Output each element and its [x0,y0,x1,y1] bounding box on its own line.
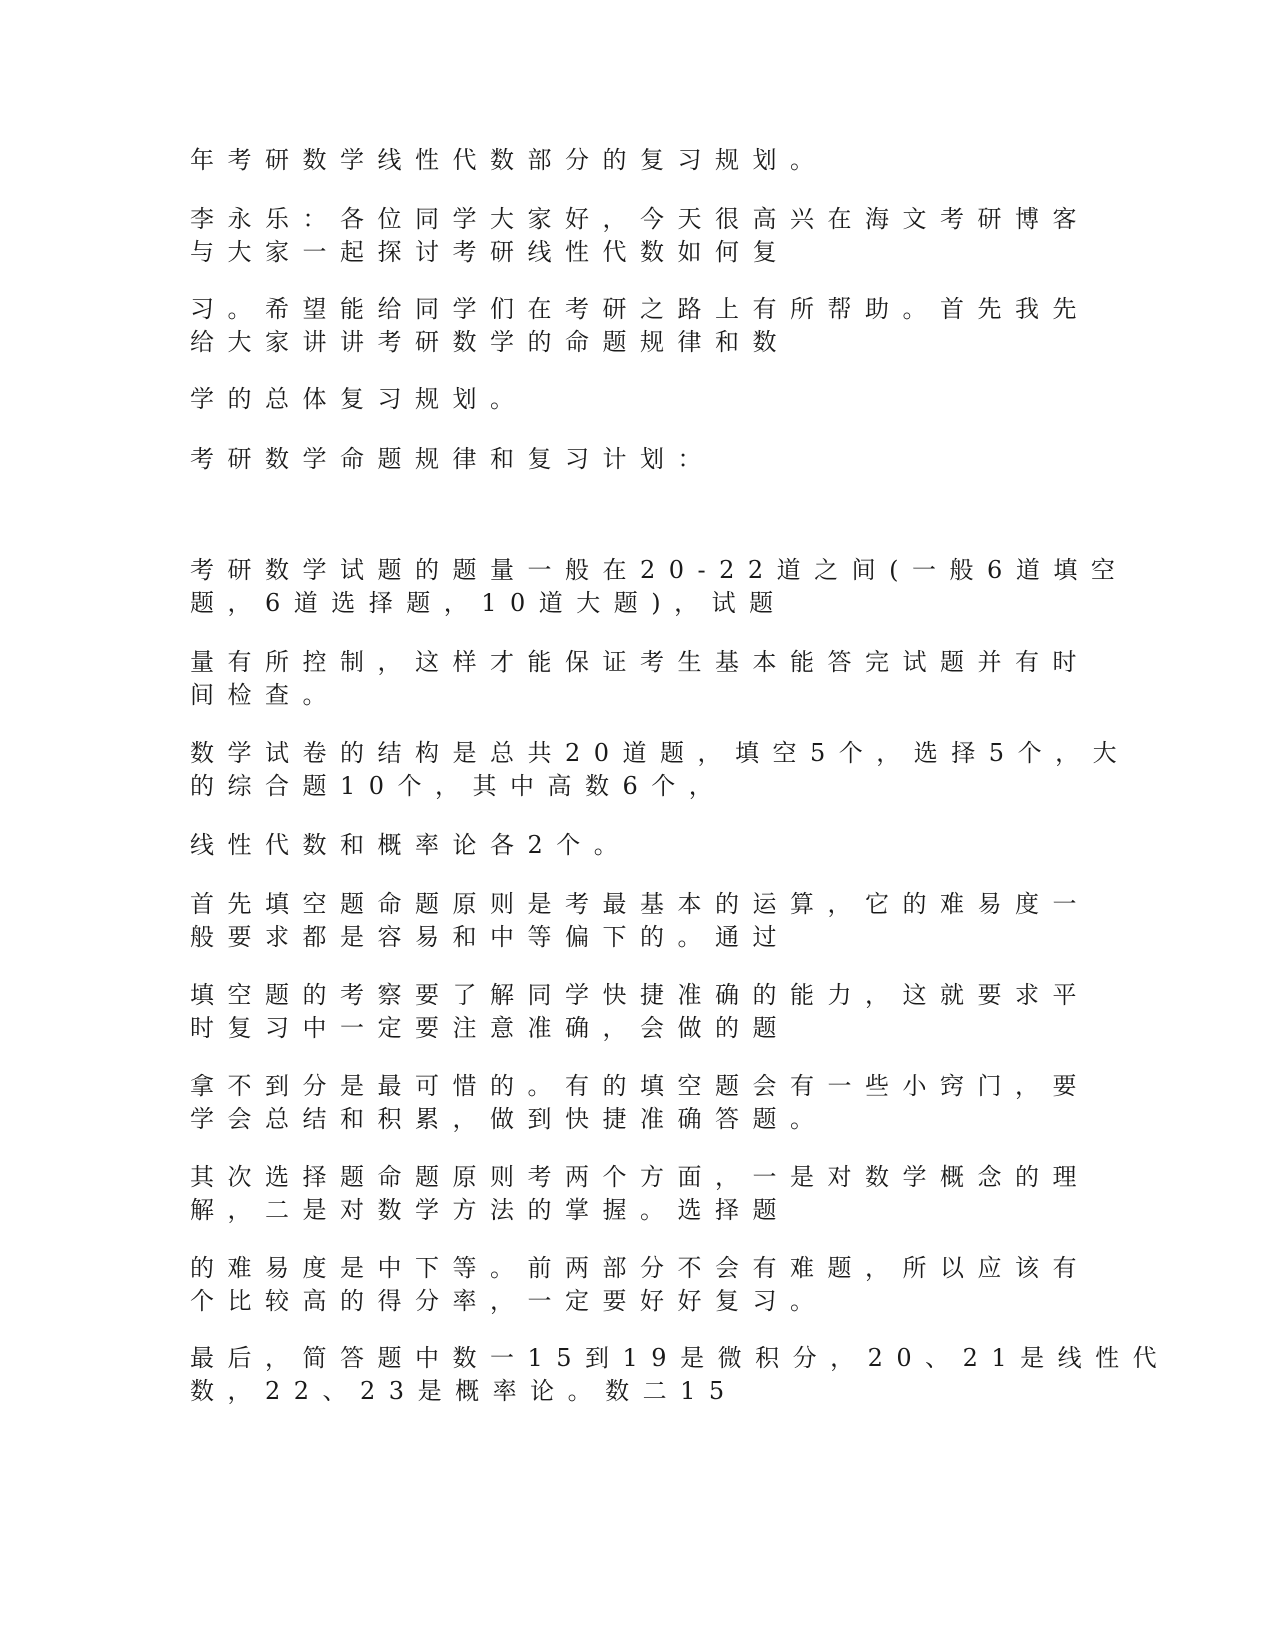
text-line: 学会总结和积累，做到快捷准确答题。 [190,1105,828,1133]
text-line: 年考研数学线性代数部分的复习规划。 [190,146,828,174]
paragraph [190,1070,1110,1136]
text-line: 首先填空题命题原则是考最基本的运算，它的难易度一 [190,890,1090,918]
paragraph [190,1161,1110,1227]
text-line: 填空题的考察要了解同学快捷准确的能力，这就要求平 [190,981,1090,1009]
text-line: 量有所控制，这样才能保证考生基本能答完试题并有时 [190,648,1090,676]
text-line: 题，6道选择题，10道大题)，试题 [190,589,787,617]
text-line: 李永乐：各位同学大家好，今天很高兴在海文考研博客 [190,205,1090,233]
text-line: 解，二是对数学方法的掌握。选择题 [190,1196,790,1224]
text-line: 的综合题10个，其中高数6个， [190,772,727,800]
text-line: 考研数学命题规律和复习计划： [190,445,715,473]
paragraph [190,829,1110,862]
paragraph [190,737,1131,803]
text-line: 给大家讲讲考研数学的命题规律和数 [190,328,790,356]
paragraph [190,1252,1110,1318]
paragraph [190,144,1110,177]
text-line: 与大家一起探讨考研线性代数如何复 [190,238,790,266]
text-line: 的难易度是中下等。前两部分不会有难题，所以应该有 [190,1254,1090,1282]
paragraph [190,979,1110,1045]
text-line: 考研数学试题的题量一般在20-22道之间(一般6道填空 [190,556,1129,584]
text-line: 最后，简答题中数一15到19是微积分，20、21是线性代 [190,1344,1171,1372]
text-line: 数，22、23是概率论。数二15 [190,1377,738,1405]
text-line: 个比较高的得分率，一定要好好复习。 [190,1287,828,1315]
text-line: 拿不到分是最可惜的。有的填空题会有一些小窍门，要 [190,1072,1090,1100]
section-heading [190,443,1110,476]
paragraph [190,646,1110,712]
paragraph [190,554,1129,620]
text-line: 间检查。 [190,681,340,709]
paragraph [190,383,1110,416]
text-line: 其次选择题命题原则考两个方面，一是对数学概念的理 [190,1163,1090,1191]
paragraph [190,293,1110,359]
paragraph [190,203,1110,269]
paragraph [190,1342,1171,1408]
text-line: 线性代数和概率论各2个。 [190,831,632,859]
text-line: 习。希望能给同学们在考研之路上有所帮助。首先我先 [190,295,1090,323]
paragraph [190,888,1110,954]
text-line: 时复习中一定要注意准确，会做的题 [190,1014,790,1042]
text-line: 数学试卷的结构是总共20道题，填空5个，选择5个，大 [190,739,1131,767]
text-line: 学的总体复习规划。 [190,385,528,413]
text-line: 般要求都是容易和中等偏下的。通过 [190,923,790,951]
